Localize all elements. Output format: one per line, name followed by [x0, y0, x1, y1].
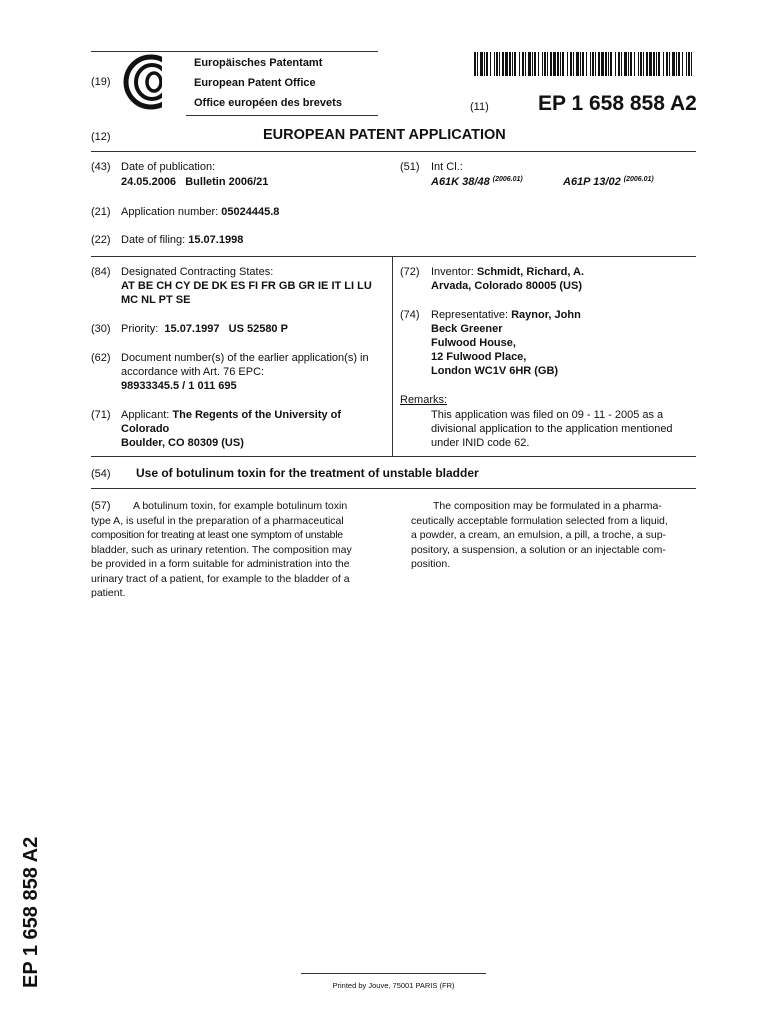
inid-84: (84) — [91, 266, 111, 278]
filing-date-label: Date of filing: — [121, 234, 186, 246]
inid-62: (62) — [91, 352, 111, 364]
title-bottom-rule — [91, 488, 696, 489]
int-cl-code-2: A61P 13/02 — [563, 176, 621, 188]
remarks-line-2: divisional application to the application mentioned — [431, 423, 673, 435]
biblio-bottom-rule — [91, 456, 696, 457]
int-cl-class-2 — [563, 175, 654, 189]
office-name-en: European Patent Office — [194, 77, 316, 89]
applicant-address: Boulder, CO 80309 (US) — [121, 437, 244, 449]
footer-rule — [301, 973, 486, 974]
printer-note: Printed by Jouve, 75001 PARIS (FR) — [332, 981, 455, 990]
abstract-col1-line: urinary tract of a patient, for example to the bladder of a — [91, 572, 350, 585]
representative-name: Raynor, John — [511, 309, 581, 321]
designated-states-label: Designated Contracting States: — [121, 266, 274, 278]
inid-71: (71) — [91, 409, 111, 421]
int-cl-code-1: A61K 38/48 — [431, 176, 490, 188]
inventor-name: Schmidt, Richard, A. — [476, 266, 585, 278]
office-name-fr: Office européen des brevets — [194, 97, 342, 109]
designated-states-line-1: AT BE CH CY DE DK ES FI FR GB GR IE IT LI LU — [121, 280, 372, 292]
document-type-title: EUROPEAN PATENT APPLICATION — [263, 127, 506, 143]
application-number — [121, 205, 279, 219]
application-number-label: Application number: — [121, 206, 219, 218]
application-number-value: 05024445.8 — [221, 206, 280, 218]
applicant-line-2: Colorado — [121, 423, 170, 435]
abstract-col1-line: composition for treating at least one symptom of unstable — [91, 529, 343, 541]
priority-value: 15.07.1997 US 52580 P — [164, 323, 288, 335]
representative-line-4: 12 Fulwood Place, — [431, 351, 527, 363]
publication-number: EP 1 658 858 A2 — [538, 92, 697, 115]
abstract-column-1 — [91, 499, 376, 601]
inid-43: (43) — [91, 161, 111, 173]
filing-date-value: 15.07.1998 — [188, 234, 244, 246]
epo-logo-icon — [122, 52, 182, 110]
inid-74: (74) — [400, 309, 420, 321]
inid-12: (12) — [91, 131, 111, 143]
abstract-col2-line: position. — [411, 558, 451, 570]
abstract-column-2 — [411, 499, 696, 572]
priority-label: Priority: — [121, 323, 159, 335]
remarks-line-1: This application was filed on 09 - 11 - 2005 as a — [431, 409, 664, 421]
abstract-col1-line: patient. — [91, 587, 126, 599]
representative — [431, 308, 581, 322]
representative-label: Representative: — [431, 309, 509, 321]
inid-19: (19) — [91, 76, 111, 88]
int-cl-class-1 — [431, 175, 523, 189]
inid-51: (51) — [400, 161, 420, 173]
inid-21: (21) — [91, 206, 111, 218]
abstract-col2-line: a powder, a cream, an emulsion, a pill, a troche, a sup- — [411, 529, 667, 541]
representative-line-2: Beck Greener — [431, 323, 503, 335]
biblio-top-rule — [91, 256, 696, 257]
abstract-col2-line: pository, a suspension, a solution or an injectable com- — [411, 543, 666, 556]
abstract-col2-line: ceutically acceptable formulation selected from a liquid, — [411, 514, 668, 527]
earlier-application-number: 98933345.5 / 1 011 695 — [121, 380, 237, 392]
applicant-name: The Regents of the University of — [172, 409, 342, 421]
inid-54: (54) — [91, 468, 111, 480]
inid-11: (11) — [470, 101, 489, 113]
designated-states-line-2: MC NL PT SE — [121, 294, 191, 306]
remarks-label: Remarks: — [400, 394, 448, 406]
applicant — [121, 408, 341, 422]
earlier-application-line-1: Document number(s) of the earlier application(s) in — [121, 352, 369, 364]
int-cl-label: Int Cl.: — [431, 161, 463, 173]
side-publication-number: EP 1 658 858 A2 — [20, 836, 42, 988]
header-bottom-rule — [186, 115, 378, 116]
barcode-icon — [474, 52, 696, 76]
representative-line-3: Fulwood House, — [431, 337, 516, 349]
applicant-label: Applicant: — [121, 409, 170, 421]
abstract-col1-line: type A, is useful in the preparation of a pharmaceutical — [91, 514, 344, 527]
office-name-de: Europäisches Patentamt — [194, 57, 323, 69]
representative-line-5: London WC1V 6HR (GB) — [431, 365, 559, 377]
abstract-col1-line: be provided in a form suitable for administration into the — [91, 558, 350, 570]
inventor — [431, 265, 584, 279]
inid-57: (57) — [91, 500, 111, 512]
inid-30: (30) — [91, 323, 111, 335]
abstract-col1-line: A botulinum toxin, for example botulinum toxin — [133, 500, 348, 512]
priority — [121, 322, 288, 336]
abstract-col2-line: The composition may be formulated in a pharma- — [433, 500, 662, 512]
biblio-column-divider — [392, 256, 393, 456]
remarks-line-3: under INID code 62. — [431, 437, 530, 449]
invention-title: Use of botulinum toxin for the treatment of unstable bladder — [136, 466, 479, 480]
inventor-label: Inventor: — [431, 266, 474, 278]
rule-below-doc-type — [91, 151, 696, 152]
earlier-application-line-2: accordance with Art. 76 EPC: — [121, 366, 265, 378]
publication-date-value: 24.05.2006 Bulletin 2006/21 — [121, 176, 269, 188]
inventor-address: Arvada, Colorado 80005 (US) — [431, 280, 582, 292]
publication-date-label: Date of publication: — [121, 161, 216, 173]
abstract-col1-line: bladder, such as urinary retention. The composition may — [91, 543, 352, 556]
inid-22: (22) — [91, 234, 111, 246]
int-cl-version-1: (2006.01) — [492, 176, 523, 183]
filing-date — [121, 233, 243, 247]
inid-72: (72) — [400, 266, 420, 278]
int-cl-version-2: (2006.01) — [623, 176, 654, 183]
